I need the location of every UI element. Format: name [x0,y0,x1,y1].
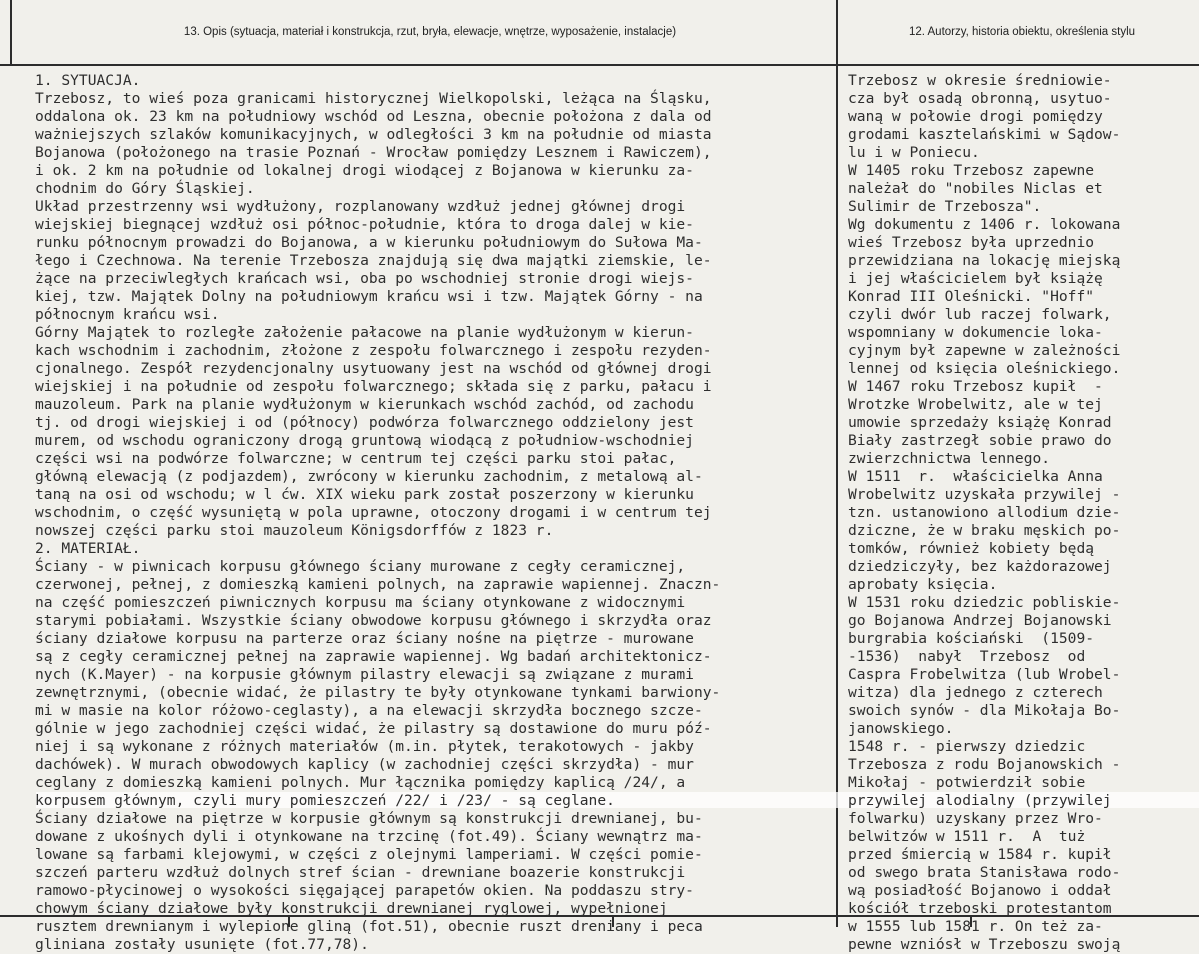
history-line: dziedziczyły, bez każdorazowej [848,558,1112,575]
history-line: belwitzów w 1511 r. A tuż [848,828,1086,845]
description-line: cjonalnego. Zespół rezydencjonalny usytuowany jest na wschód od głównej drogi [35,360,712,377]
description-line: Bojanowa (położonego na trasie Poznań - Wrocław pomiędzy Lesznem i Rawiczem), [35,144,712,161]
history-text [848,72,1198,954]
history-line: i jej właścicielem był książę [848,270,1103,287]
history-line: witza) dla jednego z czterech [848,684,1103,701]
description-line: północnym krańcu wsi. [35,306,220,323]
description-line: murem, od wschodu ograniczony drogą gruntową wiodącą z południow-wschodniej [35,432,694,449]
description-line: niej i są wykonane z różnych materiałów (m.in. płytek, terakotowych - jakby [35,738,694,755]
column-divider [836,0,838,927]
history-line: tomków, również kobiety będą [848,540,1095,557]
description-line: nowszej części parku stoi mauzoleum Königsdorffów z 1823 r. [35,522,554,539]
history-line: wspomniany w dokumencie loka- [848,324,1103,341]
history-line: wieś Trzebosz była uprzednio [848,234,1095,251]
history-line: przed śmiercią w 1584 r. kupił [848,846,1112,863]
description-line: ramowo-płycinowej o wysokości sięgającej parapetów okien. Na poddaszu stry- [35,882,694,899]
description-line: runku północnym prowadzi do Bojanowa, a w kierunku południowym do Sułowa Ma- [35,234,703,251]
description-line: łego i Czechnowa. Na terenie Trzebosza znajdują się dwa majątki ziemskie, le- [35,252,712,269]
description-line: taną na osi od wschodu; w l ćw. XIX wieku park został poszerzony w kierunku [35,486,694,503]
history-line: Konrad III Oleśnicki. "Hoff" [848,288,1095,305]
description-line: wiejskiej biegnącej wzdłuż osi północ-południe, która to droga dalej w kie- [35,216,694,233]
history-line: cyjnym był zapewne w zależności [848,342,1121,359]
history-line: 1548 r. - pierwszy dziedzic [848,738,1086,755]
history-line: folwarku) uzyskany przez Wro- [848,810,1103,827]
history-line: janowskiego. [848,720,954,737]
description-line: oddalona ok. 23 km na południowy wschód od Leszna, obecnie położona z dala od [35,108,712,125]
history-line: Biały zastrzegł sobie prawo do [848,432,1112,449]
history-line: kościół trzeboski protestantom [848,900,1112,917]
history-line: Trzebosza z rodu Bojanowskich - [848,756,1121,773]
description-line: 1. SYTUACJA. [35,72,141,89]
description-line: mi w masie na kolor różowo-ceglasty), a na elewacji skrzydła bocznego szcze- [35,702,703,719]
description-line: czerwonej, pełnej, z domieszką kamieni polnych, na zaprawie wapiennej. Znaczn- [35,576,721,593]
description-line: Górny Majątek to rozległe założenie pałacowe na planie wydłużonym w kierun- [35,324,694,341]
history-line: w 1555 lub 1581 r. On też za- [848,918,1103,935]
history-line: burgrabia kościański (1509- [848,630,1095,647]
description-line: nych (K.Mayer) - na korpusie głównym pilastry elewacji są związane z murami [35,666,694,683]
history-line: pewne wzniósł w Trzeboszu swoją [848,936,1121,953]
left-border-top [10,0,12,64]
description-line: żące na przeciwległych krańcach wsi, oba po wschodniej stronie drogi wiejs- [35,270,694,287]
description-line: gólnie w jego zachodniej części widać, że pilastry są dostawione do muru póź- [35,720,712,737]
history-line: umowie sprzedaży książę Konrad [848,414,1112,431]
history-line: lennej od księcia oleśnickiego. [848,360,1121,377]
history-line: Caspra Frobelwitza (lub Wrobel- [848,666,1121,683]
history-line: Wrobelwitz uzyskała przywilej - [848,486,1121,503]
history-line: W 1531 roku dziedzic pobliskie- [848,594,1121,611]
description-line: Układ przestrzenny wsi wydłużony, rozplanowany wzdłuż jednej głównej drogi [35,198,686,215]
history-line: dziczne, że w braku męskich po- [848,522,1121,539]
description-line: wiejskiej i na południe od zespołu folwarcznego; składa się z parku, pałacu i [35,378,712,395]
description-line: dachówek). W murach obwodowych kaplicy (w zachodniej części skrzydła) - mur [35,756,694,773]
description-line: starymi pobiałami. Wszystkie ściany obwodowe korpusu głównego i skrzydła oraz [35,612,712,629]
description-line: Ściany działowe na piętrze w korpusie głównym są konstrukcji drewnianej, bu- [35,810,703,827]
history-line: W 1405 roku Trzebosz zapewne [848,162,1095,179]
description-line: dowane z ukośnych dyli i otynkowane na trzcinę (fot.49). Ściany wewnątrz ma- [35,828,703,845]
history-line: waną w połowie drogi pomiędzy [848,108,1103,125]
history-line: czyli dwór lub raczej folwark, [848,306,1112,323]
description-line: gliniana zostały usunięte (fot.77,78). [35,936,369,953]
description-line: główną elewacją (z podjazdem), zwrócony w kierunku zachodnim, z metalową al- [35,468,703,485]
description-line: Trzebosz, to wieś poza granicami historycznej Wielkopolski, leżąca na Śląsku, [35,90,712,107]
history-line: Sulimir de Trzebosza". [848,198,1042,215]
history-line: W 1511 r. właścicielka Anna [848,468,1103,485]
history-line: grodami kasztelańskimi w Sądow- [848,126,1121,143]
description-line: części wsi na podwórze folwarczne; w centrum tej części parku stoi pałac, [35,450,677,467]
history-line: Mikołaj - potwierdził sobie [848,774,1086,791]
description-line: rusztem drewnianym i wylepione gliną (fot.51), obecnie ruszt dreniany i peca [35,918,703,935]
history-line: go Bojanowa Andrzej Bojanowski [848,612,1112,629]
description-line: są z cegły ceramicznej pełnej na zaprawie wapiennej. Wg badań architektonicz- [35,648,712,665]
description-line: lowane są farbami klejowymi, w części z olejnymi lamperiami. W części pomie- [35,846,703,863]
description-line: kach wschodnim i zachodnim, złożone z zespołu folwarcznego i zespołu rezyden- [35,342,712,359]
description-line: wschodnim, o część wysuniętą w pola uprawne, otoczony drogami i w centrum tej [35,504,712,521]
history-line: od swego brata Stanisława rodo- [848,864,1121,881]
history-line: Wg dokumentu z 1406 r. lokowana [848,216,1121,233]
description-line: ściany działowe korpusu na parterze oraz ściany nośne na piętrze - murowane [35,630,694,647]
description-line: 2. MATERIAŁ. [35,540,141,557]
description-line: tj. od drogi wiejskiej i od (północy) podwórza folwarcznego oddzielony jest [35,414,694,431]
description-line: zewnętrznymi, (obecnie widać, że pilastry te były otynkowane tynkami barwiony- [35,684,721,701]
history-line: lu i w Poniecu. [848,144,980,161]
description-line: kiej, tzw. Majątek Dolny na południowym krańcu wsi i tzw. Majątek Górny - na [35,288,703,305]
history-line: przewidziana na lokację miejską [848,252,1121,269]
history-line: W 1467 roku Trzebosz kupił - [848,378,1103,395]
description-line: i ok. 2 km na południe od lokalnej drogi wiodącej z Bojanowa w kierunku za- [35,162,694,179]
header-description: 13. Opis (sytuacja, materiał i konstrukcja, rzut, bryła, elewacje, wnętrze, wyposażenie, instalacje) [183,26,677,38]
description-line: chowym ściany działowe były konstrukcji drewnianej ryglowej, wypełnionej [35,900,668,917]
history-line: cza był osadą obronną, usytuo- [848,90,1112,107]
description-line: ważniejszych szlaków komunikacyjnych, w odległości 3 km na południe od miasta [35,126,712,143]
description-text [35,72,835,954]
description-line: korpusem głównym, czyli mury pomieszczeń /22/ i /23/ - są ceglane. [35,792,615,809]
description-line: szczeń parteru wzdłuż dolnych stref ścian - drewniane boazerie konstrukcji [35,864,686,881]
history-line: tzn. ustanowiono allodium dzie- [848,504,1121,521]
history-line: należał do "nobiles Niclas et [848,180,1103,197]
history-line: Trzebosz w okresie średniowie- [848,72,1112,89]
description-line: na część pomieszczeń piwnicznych korpusu ma ściany otynkowane z widocznymi [35,594,686,611]
history-line: przywilej alodialny (przywilej [848,792,1112,809]
description-line: Ściany - w piwnicach korpusu głównego ściany murowane z cegły ceramicznej, [35,558,686,575]
description-line: ceglany z domieszką kamieni polnych. Mur łącznika pomiędzy kaplicą /24/, a [35,774,686,791]
history-line: zwierzchnictwa lennego. [848,450,1051,467]
history-line: swoich synów - dla Mikołaja Bo- [848,702,1121,719]
history-line: -1536) nabył Trzebosz od [848,648,1086,665]
header-history: 12. Autorzy, historia obiektu, określenia stylu [908,26,1136,38]
description-line: chodnim do Góry Śląskiej. [35,180,255,197]
history-line: wą posiadłość Bojanowo i oddał [848,882,1112,899]
header-rule [0,64,1199,66]
history-line: aprobaty księcia. [848,576,998,593]
description-line: mauzoleum. Park na planie wydłużonym w kierunkach wschód zachód, od zachodu [35,396,694,413]
history-line: Wrotzke Wrobelwitz, ale w tej [848,396,1103,413]
